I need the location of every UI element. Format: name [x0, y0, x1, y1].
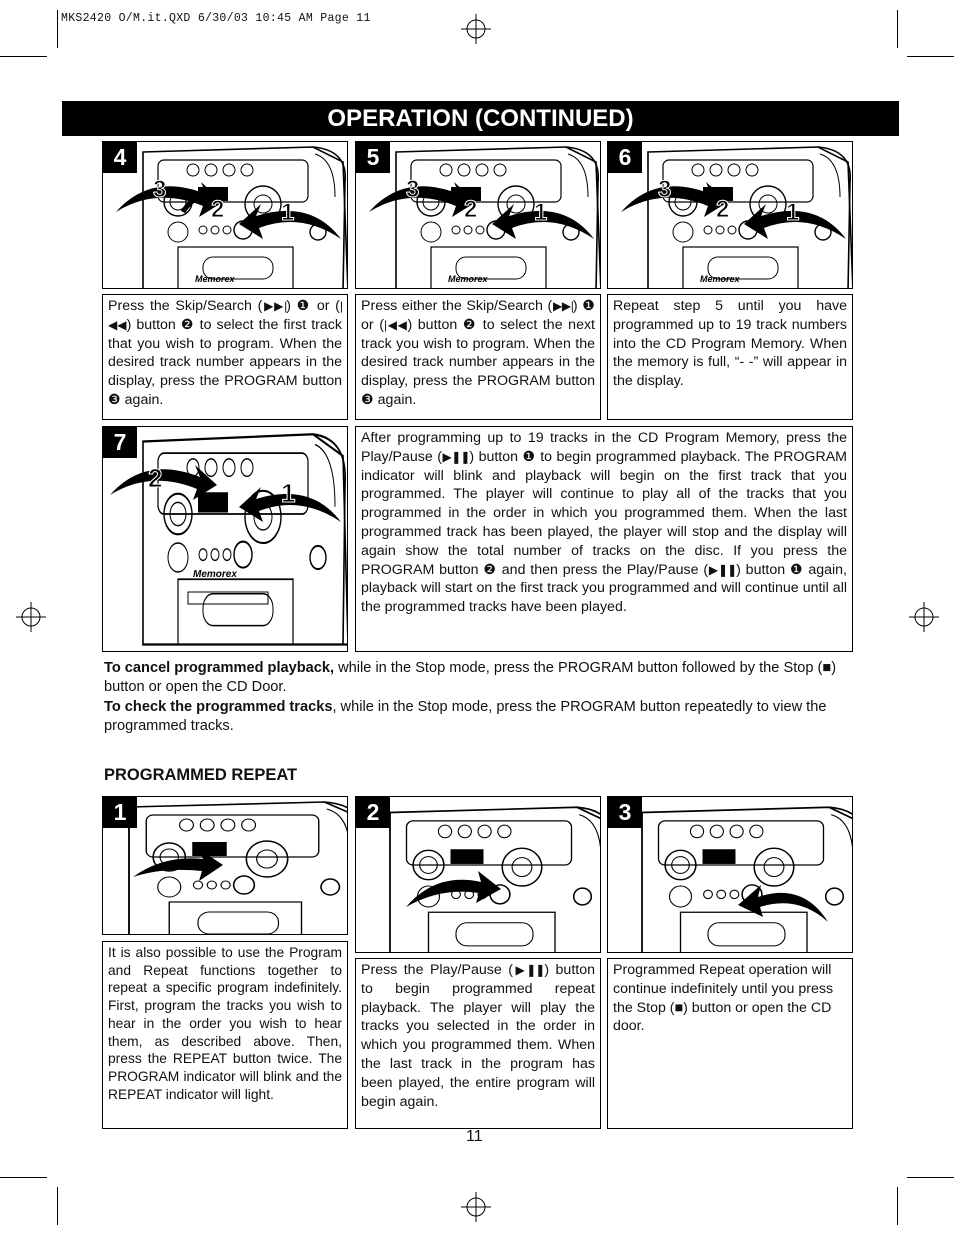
step-6-illustration — [607, 141, 853, 289]
brand-logo: Memorex — [193, 569, 237, 580]
note-bold: To cancel programmed playback, — [104, 660, 335, 676]
crop-mark — [0, 1177, 47, 1178]
page-number: 11 — [466, 1128, 483, 1145]
crop-mark — [897, 10, 898, 48]
registration-mark-icon — [461, 1192, 491, 1222]
step-4-illustration — [102, 141, 348, 289]
karaoke-player-illustration — [103, 142, 348, 289]
crop-mark — [57, 10, 58, 48]
step-number-badge: 3 — [608, 797, 642, 828]
step-number-badge: 4 — [103, 142, 137, 173]
crop-mark — [0, 56, 47, 57]
text-run: ) button or open the CD door. — [613, 999, 832, 1035]
callout-number: 1 — [786, 199, 800, 226]
karaoke-player-illustration — [608, 797, 853, 953]
text-run: ) button to begin programmed repeat playback. The player will play the tracks you selected in the order in which you programmed them. When the last track in the program has been played, the entire program will begin again. — [361, 962, 595, 1110]
text-run: , while in the Stop mode, press the PROGRAM button repeatedly to view the programmed tracks. — [104, 699, 827, 734]
crop-mark — [907, 1177, 954, 1178]
skip-forward-icon: ▶▶| — [262, 299, 287, 313]
section-heading: PROGRAMMED REPEAT — [104, 766, 298, 784]
callout-number: 2 — [148, 463, 163, 493]
callout-number: 1 — [281, 199, 295, 226]
callout-number: 3 — [153, 176, 167, 203]
text-run: It is also possible to use the Program and Repeat functions together to repeat a specific program indefinitely. First, program the tracks you wish to hear in the order you wish to hear them, as described above. Then, press the REPEAT button twice. The PROGRAM indicator will blink and the REPEAT indicator will light. — [108, 945, 342, 1102]
registration-mark-icon — [16, 602, 46, 632]
play-pause-icon: ▶❚❚ — [708, 562, 737, 577]
text-run: Press either the Skip/Search ( — [361, 298, 553, 314]
text-run: ) button ❷ to select the first track that you wish to program. When the desired track number appears in the display, press the PROGRAM button ❸ again. — [108, 316, 342, 408]
repeat-step-2-text — [355, 958, 601, 1129]
brand-logo: Memorex — [195, 274, 235, 284]
step-7-text — [355, 426, 853, 652]
repeat-step-3-illustration — [607, 796, 853, 953]
text-run: ) button ❷ to select the next track you wish to program. When the desired track number appears in the display, press the PROGRAM button ❸ again. — [361, 316, 595, 408]
skip-back-icon: |◀◀ — [108, 299, 342, 332]
page-title: OPERATION (CONTINUED) — [62, 101, 899, 136]
text-run: ) ❶ or ( — [361, 298, 596, 333]
step-number-badge: 5 — [356, 142, 390, 173]
step-number-badge: 6 — [608, 142, 642, 173]
karaoke-player-illustration — [608, 142, 853, 289]
brand-logo: Memorex — [448, 274, 488, 284]
repeat-step-1-illustration — [102, 796, 348, 935]
step-number-badge: 7 — [103, 427, 137, 458]
text-run: ) ❶ or ( — [286, 298, 340, 314]
step-4-text — [102, 294, 348, 420]
brand-logo: Memorex — [700, 274, 740, 284]
check-note — [104, 698, 854, 736]
text-run: while in the Stop mode, press the PROGRAM button followed by the Stop ( — [334, 660, 823, 676]
play-pause-icon: ▶❚❚ — [441, 449, 470, 464]
karaoke-player-illustration — [103, 427, 348, 652]
text-run: Repeat step 5 until you have programmed up to 19 track numbers into the CD Program Memory. When the memory is full, “- -” will appear in the display. — [613, 298, 847, 390]
text-run: Programmed Repeat operation will continue indefinitely until you press the Stop ( — [613, 962, 834, 1016]
step-7-illustration — [102, 426, 348, 652]
callout-number: 1 — [281, 478, 296, 508]
step-number-badge: 2 — [356, 797, 390, 828]
registration-mark-icon — [909, 602, 939, 632]
callout-number: 1 — [534, 199, 548, 226]
karaoke-player-illustration — [356, 142, 601, 289]
text-run: After programming up to 19 tracks in the CD Program Memory, press the Play/Pause ( — [361, 430, 847, 465]
repeat-step-1-text — [102, 941, 348, 1129]
skip-back-icon: |◀◀ — [383, 317, 408, 332]
cancel-note — [104, 659, 854, 697]
callout-number: 2 — [716, 196, 730, 223]
text-run: ) button ❶ again, playback will start on the first track you programmed and will continue until all the programmed tracks have been played. — [361, 561, 847, 616]
text-run: Press the Play/Pause ( — [361, 962, 513, 978]
step-number-badge: 1 — [103, 797, 137, 828]
stop-icon: ■ — [822, 660, 832, 676]
repeat-step-2-illustration — [355, 796, 601, 953]
callout-number: 3 — [658, 176, 672, 203]
skip-forward-icon: ▶▶| — [552, 299, 573, 313]
crop-mark — [907, 56, 954, 57]
callout-number: 3 — [406, 176, 420, 203]
registration-mark-icon — [461, 14, 491, 44]
play-pause-icon: ▶❚❚ — [512, 963, 545, 977]
crop-mark — [897, 1187, 898, 1225]
repeat-step-3-text — [607, 958, 853, 1129]
callout-number: 2 — [464, 196, 478, 223]
stop-icon: ■ — [674, 999, 684, 1016]
text-run: ) button ❶ to begin programmed playback. The PROGRAM indicator will blink and playback will begin on the first track that you programmed. The player will continue to play all of the tracks that you programmed in the order in which you programmed them. When the last programmed track has been played, the player will stop and the display will again show the total number of tracks on the disc. If you press the PROGRAM button ❷ and then press the Play/Pause ( — [361, 448, 847, 578]
text-run: Press the Skip/Search ( — [108, 298, 263, 314]
crop-mark — [57, 1187, 58, 1225]
step-5-illustration — [355, 141, 601, 289]
step-6-text — [607, 294, 853, 420]
karaoke-player-illustration — [103, 797, 348, 935]
note-bold: To check the programmed tracks — [104, 699, 333, 715]
print-slug: MKS2420 O/M.it.QXD 6/30/03 10:45 AM Page 11 — [61, 12, 371, 25]
karaoke-player-illustration — [356, 797, 601, 953]
text-run: ) button or open the CD Door. — [104, 660, 837, 695]
step-5-text — [355, 294, 601, 420]
callout-number: 2 — [211, 196, 225, 223]
